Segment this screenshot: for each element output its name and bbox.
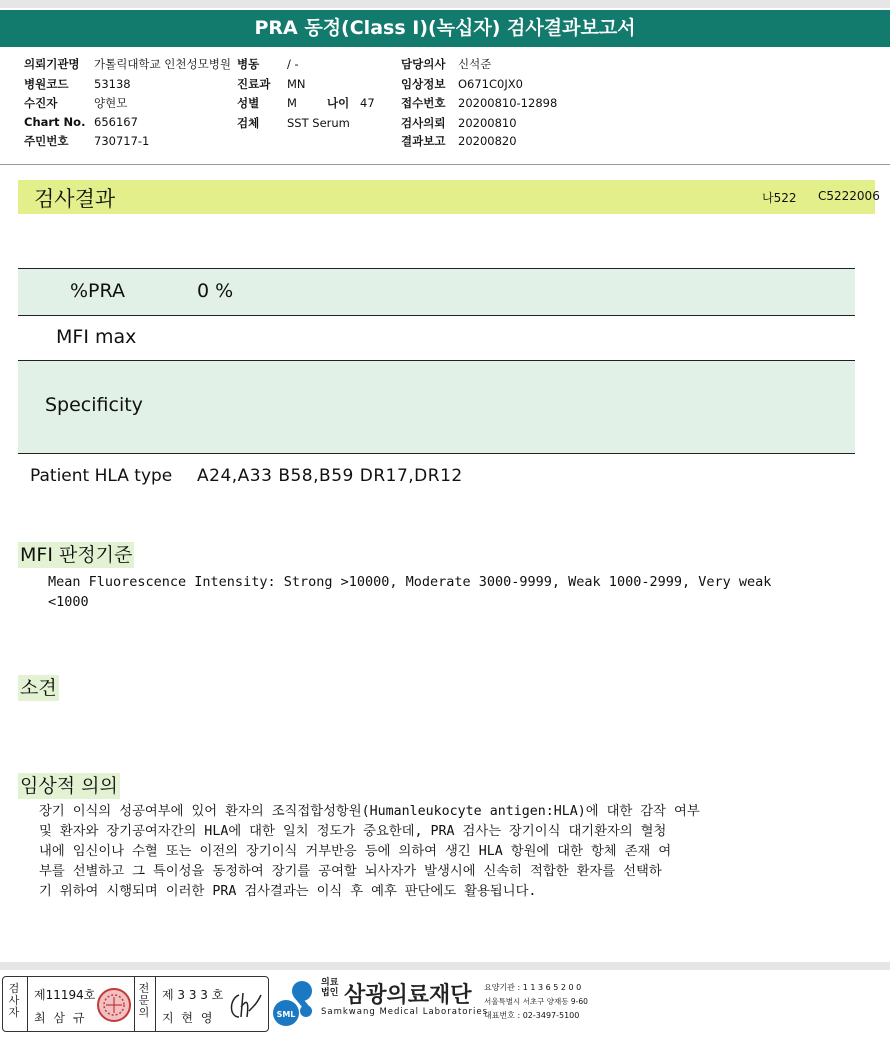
- header-key: 성별: [237, 96, 260, 110]
- org-english-name: Samkwang Medical Laboratories: [321, 1007, 489, 1017]
- examiner-seal-icon: [96, 987, 132, 1023]
- header-field-clinical-info: [401, 76, 523, 92]
- header-key: 담당의사: [401, 57, 446, 71]
- table-rule: [18, 453, 855, 454]
- header-value: 가톨릭대학교 인천성모병원: [94, 57, 231, 71]
- specificity-label: Specificity: [45, 394, 143, 416]
- header-value: SST Serum: [287, 116, 350, 130]
- result-code-2: C5222006: [818, 189, 880, 203]
- examiner-label: 검사자: [8, 982, 20, 1019]
- clinical-line-5: 기 위하여 시행되며 이러한 PRA 검사결과는 이식 후 예후 판단에도 활용됩니다.: [39, 884, 537, 899]
- org-prefix: 의료법인: [321, 978, 339, 998]
- header-value: M: [287, 96, 297, 110]
- hla-type-label: Patient HLA type: [30, 466, 173, 486]
- mfi-criteria-line-1: Mean Fluorescence Intensity: Strong >10000, Moderate 3000-9999, Weak 1000-2999, Very weak: [48, 574, 772, 590]
- result-code-1: 나522: [762, 191, 797, 205]
- header-key: 검체: [237, 116, 260, 130]
- header-value: 20200810: [458, 116, 517, 130]
- header-value: 656167: [94, 115, 138, 129]
- mfi-max-row: [18, 316, 855, 360]
- hla-type-value: A24,A33 B58,B59 DR17,DR12: [197, 466, 463, 486]
- cell-divider: [27, 977, 28, 1031]
- clinical-line-2: 및 환자와 장기공여자간의 HLA에 대한 일치 정도가 중요한데, PRA 검사는 장기이식 대기환자의 혈청: [39, 824, 667, 839]
- specialist-label: 전문의: [138, 982, 150, 1019]
- header-key: 접수번호: [401, 96, 446, 110]
- examiner-name: 최 삼 규: [34, 1011, 87, 1025]
- mfi-max-label: MFI max: [56, 326, 137, 348]
- header-key: 병원코드: [24, 77, 69, 91]
- org-address: 서울특별시 서초구 양재동 9-60: [484, 997, 588, 1006]
- header-field-department: [237, 76, 306, 92]
- header-field-doctor: [401, 56, 491, 72]
- header-key: 결과보고: [401, 134, 446, 148]
- clinical-line-3: 내에 임신이나 수혈 또는 이전의 장기이식 거부반응 등에 의하여 생긴 HLA 항원에 대한 항체 존재 여: [39, 844, 672, 859]
- report-title: PRA 동정(Class I)(녹십자) 검사결과보고서: [0, 10, 890, 47]
- header-divider: [0, 164, 890, 165]
- header-value: / -: [287, 57, 299, 71]
- header-field-age: [327, 95, 375, 111]
- header-field-hospital-code: [24, 76, 131, 92]
- signature-icon: [225, 987, 265, 1023]
- opinion-heading: 소견: [20, 677, 57, 699]
- header-value: 양현모: [94, 96, 128, 110]
- header-key: 진료과: [237, 77, 271, 91]
- sml-logo-icon: [272, 977, 320, 1029]
- cell-divider: [134, 977, 135, 1031]
- clinical-line-1: 장기 이식의 성공여부에 있어 환자의 조직접합성항원(Humanleukocyte antigen:HLA)에 대한 감작 여부: [39, 804, 700, 819]
- header-value: 20200820: [458, 134, 517, 148]
- header-value: 신석준: [458, 57, 492, 71]
- header-key: 임상정보: [401, 77, 446, 91]
- pra-row: [18, 269, 855, 315]
- header-value: O671C0JX0: [458, 77, 523, 91]
- header-value: 20200810-12898: [458, 96, 558, 110]
- logo-text: SML: [276, 1010, 296, 1019]
- specialist-license-no: 제 3 3 3 호: [162, 988, 224, 1002]
- header-field-chart-no: [24, 115, 138, 129]
- header-field-receipt-no: [401, 95, 557, 111]
- signature-box: [2, 976, 269, 1032]
- header-value: MN: [287, 77, 306, 91]
- header-value: 53138: [94, 77, 131, 91]
- header-field-specimen: [237, 115, 350, 131]
- clinical-line-4: 부를 선별하고 그 특이성을 동정하여 장기를 공여할 뇌사자가 발생시에 신속히 적합한 환자를 선택하: [39, 864, 662, 879]
- pra-value: 0 %: [197, 280, 234, 302]
- header-value: 47: [360, 96, 375, 110]
- header-key: 검사의뢰: [401, 116, 446, 130]
- org-name: 삼광의료재단: [344, 983, 472, 1008]
- header-field-resident-no: [24, 133, 149, 149]
- header-key: 나이: [327, 96, 350, 110]
- specialist-name: 지 현 영: [162, 1011, 215, 1025]
- cell-divider: [155, 977, 156, 1031]
- pra-label: %PRA: [70, 280, 125, 302]
- result-section-bar: [18, 180, 880, 214]
- header-key: Chart No.: [24, 115, 86, 129]
- header-field-ward: [237, 56, 299, 72]
- header-key: 주민번호: [24, 134, 69, 148]
- header-field-institution: [24, 56, 231, 72]
- top-border: [0, 0, 890, 8]
- specificity-row: [18, 361, 855, 453]
- org-phone: 대표번호 : 02-3497-5100: [484, 1011, 580, 1020]
- mfi-criteria-line-2: <1000: [48, 594, 89, 610]
- header-field-patient: [24, 95, 127, 111]
- result-heading: 검사결과: [34, 187, 116, 211]
- header-key: 수진자: [24, 96, 58, 110]
- header-field-request-date: [401, 115, 517, 131]
- org-registration: 요양기관 : 1 1 3 6 5 2 0 0: [484, 983, 582, 992]
- examiner-license-no: 제11194호: [34, 988, 96, 1002]
- clinical-heading: 임상적 의의: [20, 775, 118, 797]
- footer-divider: [0, 962, 890, 970]
- header-field-sex: [237, 95, 327, 111]
- header-field-report-date: [401, 133, 517, 149]
- header-key: 병동: [237, 57, 260, 71]
- header-key: 의뢰기관명: [24, 57, 80, 71]
- mfi-criteria-heading: MFI 판정기준: [20, 544, 133, 566]
- header-value: 730717-1: [94, 134, 150, 148]
